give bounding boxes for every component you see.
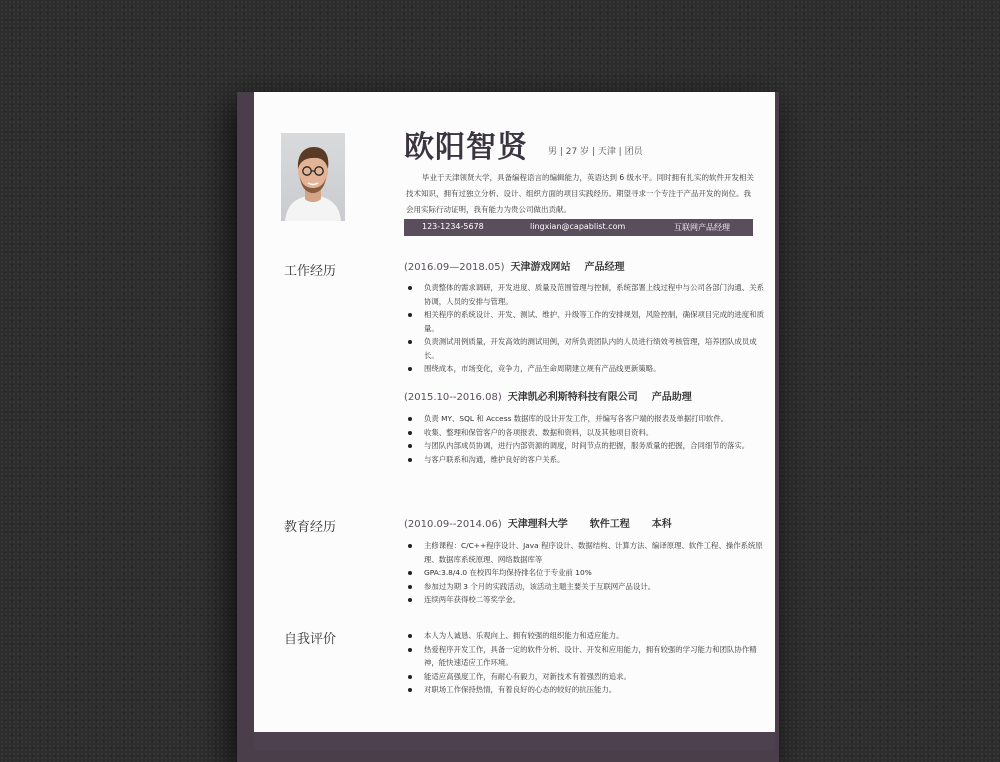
list-item: 收集、整理和保管客户的各项报表、数据和资料，以及其他项目资料。	[404, 426, 764, 440]
self-evaluation-bullets	[404, 629, 764, 697]
job-2-company: 天津凯必利斯特科技有限公司	[507, 392, 638, 403]
contact-bar	[404, 219, 753, 236]
profile-photo	[281, 133, 345, 221]
list-item: 负责测试用例质量，开发高效的测试用例，对所负责团队内的人员进行绩效考核管理，培养团队成员成长。	[404, 335, 764, 362]
list-item: 围绕成本，市场变化，竞争力，产品生命周期建立规有产品线更新策略。	[404, 362, 764, 376]
job-2-role: 产品助理	[651, 392, 692, 403]
list-item: 能适应高强度工作，有耐心有毅力，对新技术有着强烈的追求。	[404, 670, 764, 684]
list-item: 连续两年获得校二等奖学金。	[404, 593, 764, 607]
list-item: GPA:3.8/4.0 在校四年均保持排名位于专业前 10%	[404, 566, 764, 580]
education-bullets	[404, 539, 764, 607]
candidate-name: 欧阳智贤	[404, 130, 528, 165]
education-degree: 本科	[651, 519, 672, 530]
contact-phone: 123-1234-5678	[422, 222, 484, 231]
job-1-company: 天津游戏网站	[510, 262, 571, 273]
job-1-period: (2016.09—2018.05)	[404, 262, 505, 273]
profile-photo-illustration	[281, 133, 345, 221]
summary-paragraph: 毕业于天津领贤大学，具备编程语言的编辑能力，英语达到 6 级水平。同时拥有扎实的软件开发相关技术知识，拥有过独立分析、设计、组织方面的项目实践经历。期望寻求一个专注于产品开发的岗位。我会用实际行动证明，我有能力为贵公司做出贡献。	[406, 173, 755, 214]
job-1-header	[404, 258, 625, 273]
education-school: 天津理科大学	[507, 519, 568, 530]
resume-page	[254, 92, 775, 732]
list-item: 热爱程序开发工作，具备一定的软件分析、设计、开发和应用能力，拥有较强的学习能力和团队协作精神，能快速适应工作环境。	[404, 643, 764, 670]
list-item: 参加过为期 3 个月的实践活动，该活动主题主要关于互联网产品设计。	[404, 580, 764, 594]
job-2-period: (2015.10--2016.08)	[404, 392, 502, 403]
list-item: 负责整体的需求调研，开发进度、质量及范围管理与控制，系统部署上线过程中与公司各部门沟通、关系协调，人员的安排与管理。	[404, 281, 764, 308]
list-item: 本人为人诚恳、乐观向上、拥有较强的组织能力和适应能力。	[404, 629, 764, 643]
list-item: 对职场工作保持热情，有着良好的心态的较好的抗压能力。	[404, 683, 764, 697]
candidate-meta: 男 | 27 岁 | 天津 | 团员	[548, 147, 643, 157]
resume-bottom-strip	[254, 732, 775, 750]
section-title-education: 教育经历	[284, 520, 337, 535]
list-item: 负责 MY、SQL 和 Access 数据库的设计开发工作，并编写各客户端的报表及单据打印软件。	[404, 412, 764, 426]
job-1-role: 产品经理	[584, 262, 625, 273]
list-item: 主修课程：C/C++程序设计、Java 程序设计、数据结构、计算方法、编译原理、软件工程、操作系统原理、数据库系统原理、网络数据库等	[404, 539, 764, 566]
list-item: 相关程序的系统设计、开发、测试、维护、升级等工作的安排规划，风险控制，确保项目完成的进度和质量。	[404, 308, 764, 335]
section-title-work: 工作经历	[284, 264, 337, 279]
contact-email: lingxian@capablist.com	[530, 222, 626, 231]
section-title-self-evaluation: 自我评价	[284, 632, 337, 647]
education-major: 软件工程	[589, 519, 630, 530]
job-2-bullets	[404, 412, 764, 466]
list-item: 与团队内部成员协调，进行内部资源的调度，时间节点的把握，服务质量的把握，合同细节的落实。	[404, 439, 764, 453]
education-period: (2010.09--2014.06)	[404, 519, 502, 530]
education-header	[404, 515, 672, 530]
list-item: 与客户联系和沟通，维护良好的客户关系。	[404, 453, 764, 467]
contact-target-position: 互联网产品经理	[674, 223, 730, 232]
job-1-bullets	[404, 281, 764, 376]
job-2-header	[404, 388, 692, 403]
